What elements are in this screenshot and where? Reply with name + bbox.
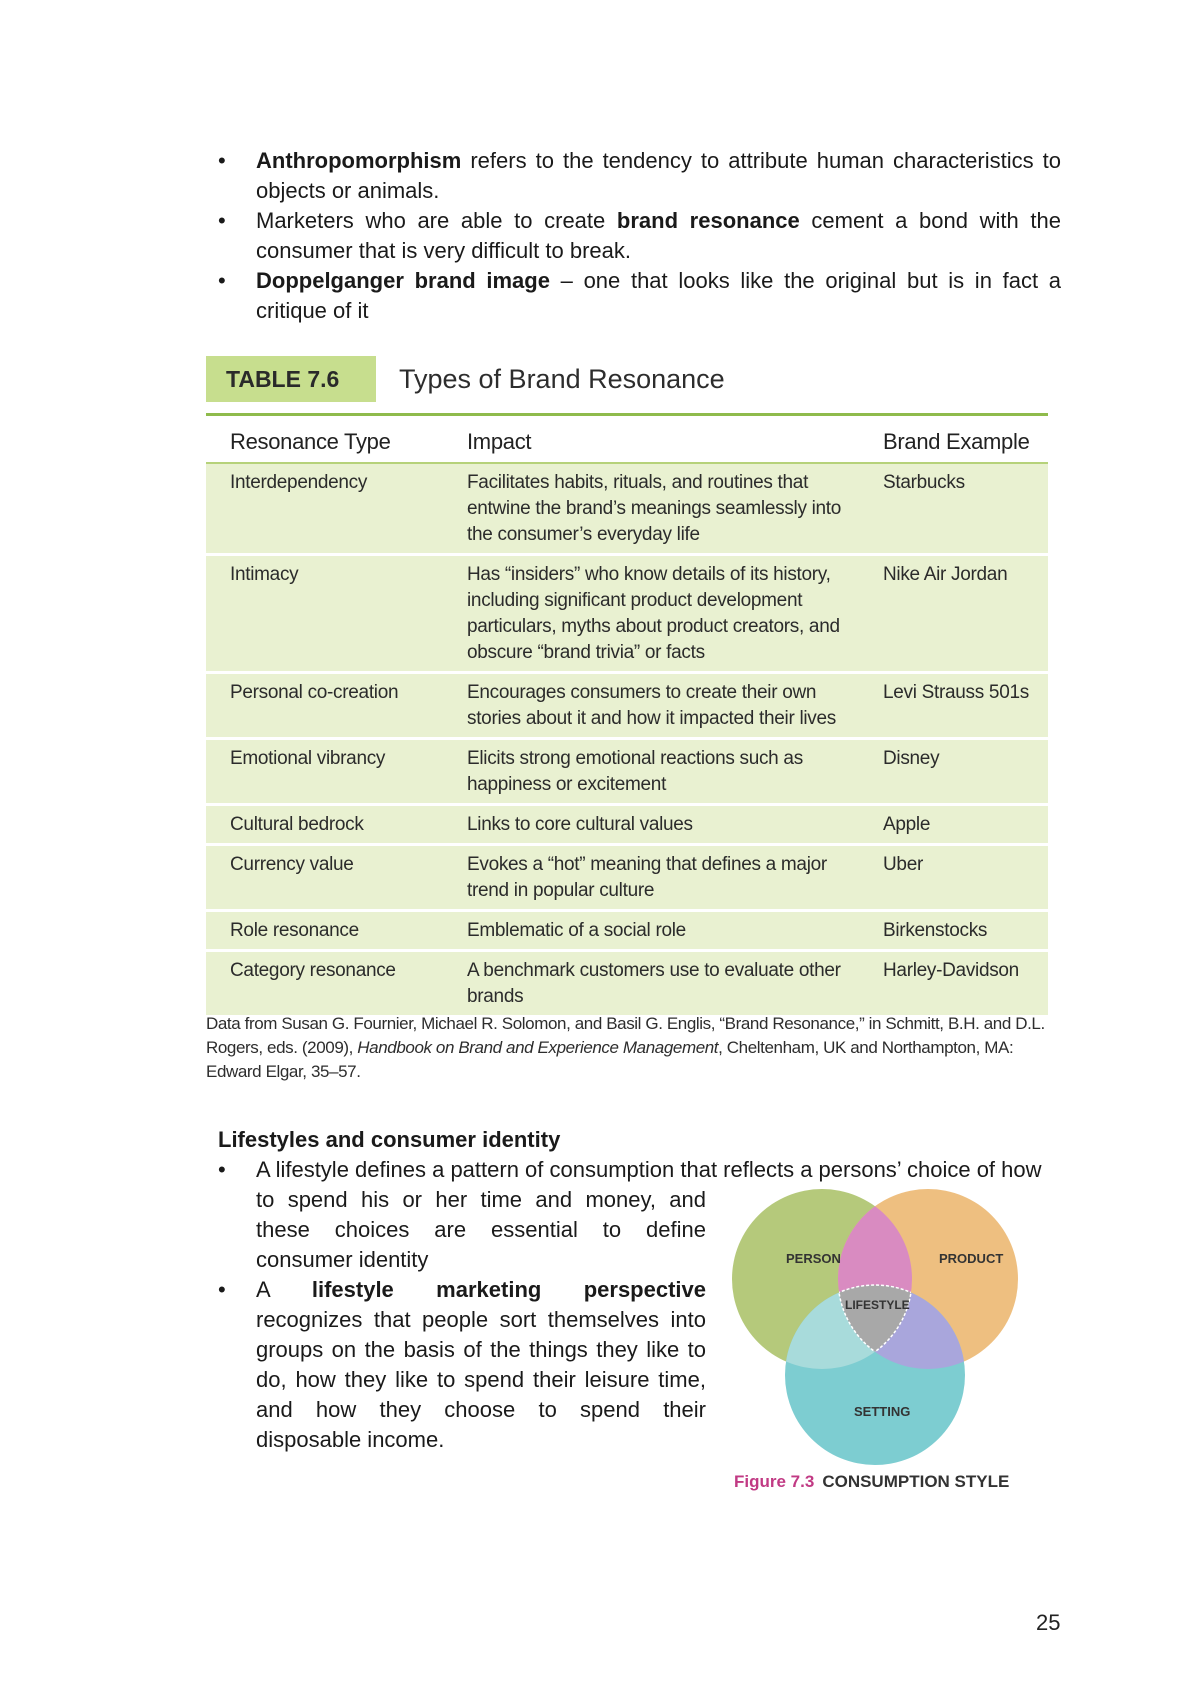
lifestyle-marketing-definition: recognizes that people sort themselves into groups on the basis of the things they like to do, how they like to spend their leisure time, and how they choose to spend their disposable income. bbox=[256, 1307, 706, 1452]
cell-brand-example: Apple bbox=[859, 805, 1048, 845]
cell-resonance-type: Category resonance bbox=[206, 951, 443, 1016]
table-header-row bbox=[206, 416, 1048, 463]
table-row bbox=[206, 463, 1048, 555]
bullet-dot-icon: • bbox=[218, 268, 226, 293]
bullet-dot-icon: • bbox=[218, 1157, 226, 1182]
term-doppelganger: Doppelganger brand image bbox=[256, 268, 550, 293]
cell-impact: Has “insiders” who know details of its history, including significant product development particulars, myths about product creators, and obscure “brand trivia” or facts bbox=[443, 555, 859, 673]
source-publisher: , Cheltenham, UK and Northampton, MA: Edward Elgar, 35–57. bbox=[206, 1038, 1014, 1081]
cell-resonance-type: Emotional vibrancy bbox=[206, 739, 443, 805]
cell-resonance-type: Intimacy bbox=[206, 555, 443, 673]
table-number: TABLE 7.6 bbox=[226, 366, 340, 392]
column-header-brand-example: Brand Example bbox=[859, 416, 1048, 463]
cell-brand-example: Harley-Davidson bbox=[859, 951, 1048, 1016]
column-header-resonance-type: Resonance Type bbox=[206, 416, 443, 463]
table-row bbox=[206, 739, 1048, 805]
cell-resonance-type: Interdependency bbox=[206, 463, 443, 555]
bullet-anthropomorphism bbox=[218, 146, 1061, 206]
table-row bbox=[206, 911, 1048, 951]
page-number: 25 bbox=[1036, 1610, 1061, 1635]
definition-brand-resonance: cement a bond with the consumer that is very difficult to break. bbox=[256, 208, 1061, 263]
section-heading: Lifestyles and consumer identity bbox=[218, 1127, 561, 1152]
consumption-style-venn-diagram bbox=[732, 1185, 1022, 1470]
cell-impact: Evokes a “hot” meaning that defines a major trend in popular culture bbox=[443, 845, 859, 911]
venn-label-setting: SETTING bbox=[854, 1404, 911, 1419]
definition-doppelganger: – one that looks like the original but is in fact a critique of it bbox=[256, 268, 1061, 323]
term-anthropomorphism: Anthropomorphism bbox=[256, 148, 462, 173]
brand-resonance-table-block bbox=[206, 356, 1048, 1015]
figure-caption bbox=[734, 1472, 1009, 1492]
figure-number: Figure 7.3 bbox=[734, 1472, 815, 1491]
table-row bbox=[206, 951, 1048, 1016]
table-row bbox=[206, 555, 1048, 673]
bullet-doppelganger bbox=[218, 266, 1061, 326]
cell-brand-example: Levi Strauss 501s bbox=[859, 673, 1048, 739]
table-row bbox=[206, 805, 1048, 845]
lifestyle-definition-rest: to spend his or her time and money, and these choices are essential to define consumer identity bbox=[256, 1187, 706, 1272]
cell-brand-example: Starbucks bbox=[859, 463, 1048, 555]
cell-resonance-type: Personal co-creation bbox=[206, 673, 443, 739]
table-number-tag bbox=[206, 356, 376, 402]
brand-resonance-table bbox=[206, 416, 1048, 1015]
bullet-dot-icon: • bbox=[218, 1277, 226, 1302]
lifestyle-definition-line-1: A lifestyle defines a pattern of consumption that reflects a persons’ choice of how bbox=[256, 1157, 1042, 1182]
definition-anthropomorphism: refers to the tendency to attribute human characteristics to objects or animals. bbox=[256, 148, 1061, 203]
cell-resonance-type: Role resonance bbox=[206, 911, 443, 951]
lifestyle-marketing-text bbox=[256, 1275, 706, 1455]
venn-label-lifestyle: LIFESTYLE bbox=[845, 1298, 910, 1312]
cell-brand-example: Uber bbox=[859, 845, 1048, 911]
table-source-note bbox=[206, 1012, 1052, 1084]
cell-impact: Links to core cultural values bbox=[443, 805, 859, 845]
source-text: Data from Susan G. Fournier, Michael R. Solomon, and Basil G. Englis, “Brand Resonance,” in Schmitt, B.H. and D.L. Rogers, eds. (2009), bbox=[206, 1014, 1045, 1057]
cell-impact: Elicits strong emotional reactions such as happiness or excitement bbox=[443, 739, 859, 805]
cell-brand-example: Disney bbox=[859, 739, 1048, 805]
bullet-dot-icon: • bbox=[218, 208, 226, 233]
cell-impact: Encourages consumers to create their own stories about it and how it impacted their lives bbox=[443, 673, 859, 739]
table-row bbox=[206, 673, 1048, 739]
term-lifestyle-marketing: lifestyle marketing perspective bbox=[311, 1277, 707, 1302]
figure-caption-text: CONSUMPTION STYLE bbox=[822, 1472, 1010, 1491]
cell-impact: Emblematic of a social role bbox=[443, 911, 859, 951]
cell-brand-example: Birkenstocks bbox=[859, 911, 1048, 951]
bullet-dot-icon: • bbox=[218, 148, 226, 173]
cell-impact: A benchmark customers use to evaluate other brands bbox=[443, 951, 859, 1016]
table-body bbox=[206, 463, 1048, 1015]
cell-resonance-type: Currency value bbox=[206, 845, 443, 911]
venn-label-product: PRODUCT bbox=[939, 1251, 1004, 1266]
term-brand-resonance: brand resonance bbox=[616, 208, 800, 233]
bullet-brand-resonance bbox=[218, 206, 1061, 266]
intro-bullet-list bbox=[218, 146, 1061, 326]
table-row bbox=[206, 845, 1048, 911]
source-book-title: Handbook on Brand and Experience Management bbox=[357, 1038, 719, 1057]
bullet-brand-resonance-pre: Marketers who are able to create bbox=[256, 208, 617, 233]
venn-label-person: PERSON bbox=[786, 1251, 841, 1266]
table-title: Types of Brand Resonance bbox=[399, 364, 725, 394]
lifestyle-marketing-pre: A bbox=[256, 1277, 312, 1302]
column-header-impact: Impact bbox=[443, 416, 859, 463]
cell-resonance-type: Cultural bedrock bbox=[206, 805, 443, 845]
table-title-row bbox=[206, 356, 1048, 404]
cell-impact: Facilitates habits, rituals, and routines that entwine the brand’s meanings seamlessly into the consumer’s everyday life bbox=[443, 463, 859, 555]
cell-brand-example: Nike Air Jordan bbox=[859, 555, 1048, 673]
